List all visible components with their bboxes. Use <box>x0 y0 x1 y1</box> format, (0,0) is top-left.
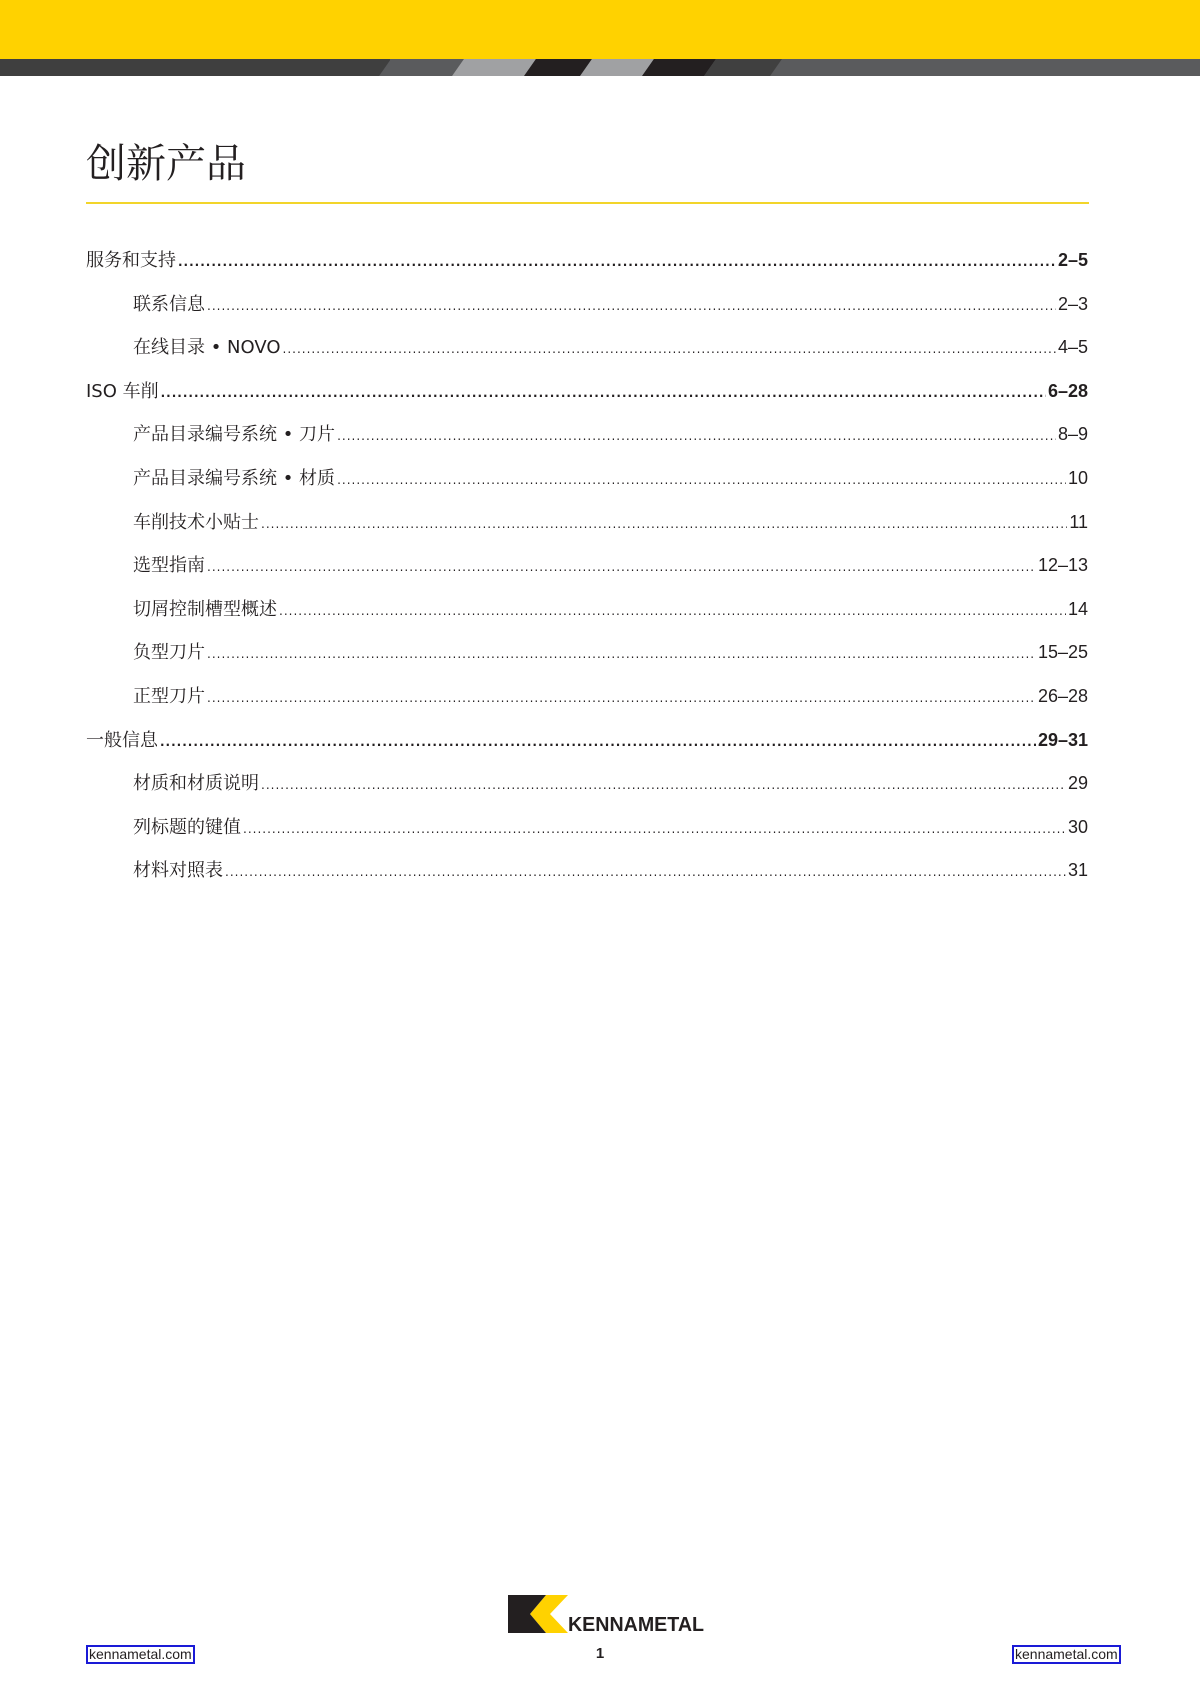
toc-entry-pages: 2–3 <box>1057 293 1088 314</box>
toc-entry-label: 正型刀片 <box>133 685 205 707</box>
toc-entry-pages: 31 <box>1067 860 1088 881</box>
toc-entry[interactable] <box>86 290 1088 334</box>
toc-entry[interactable] <box>86 595 1088 639</box>
toc-entry-label: 在线目录 • NOVO <box>133 337 281 359</box>
toc-entry-label: 列标题的键值 <box>133 816 241 838</box>
toc-entry-label: 负型刀片 <box>133 642 205 664</box>
page-title: 创新产品 <box>86 141 246 187</box>
kennametal-logo <box>508 1595 708 1633</box>
toc-entry-label: 一般信息 <box>86 729 158 751</box>
toc-entry[interactable] <box>86 377 1088 421</box>
toc-entry-label: 车削技术小贴士 <box>133 511 259 533</box>
toc-entry[interactable] <box>86 682 1088 726</box>
toc-leader-dots <box>207 640 1036 668</box>
toc-leader-dots <box>337 422 1056 450</box>
toc-entry-pages: 15–25 <box>1037 642 1088 663</box>
toc-entry-pages: 4–5 <box>1057 337 1088 358</box>
header-stripe-band <box>0 59 1200 76</box>
toc-entry-pages: 12–13 <box>1037 555 1088 576</box>
toc-leader-dots <box>207 292 1056 320</box>
toc-entry[interactable] <box>86 551 1088 595</box>
toc-entry-pages: 6–28 <box>1047 380 1088 401</box>
toc-entry-pages: 29–31 <box>1037 729 1088 750</box>
toc-entry-pages: 8–9 <box>1057 424 1088 445</box>
toc-leader-dots <box>261 510 1067 538</box>
toc-entry-pages: 29 <box>1067 773 1088 794</box>
toc-entry[interactable] <box>86 726 1088 770</box>
footer-link-left[interactable]: kennametal.com <box>86 1645 195 1664</box>
footer-link-right[interactable]: kennametal.com <box>1012 1645 1121 1664</box>
toc-entry-label: 材质和材质说明 <box>133 773 259 795</box>
toc-entry-label: 切屑控制槽型概述 <box>133 598 277 620</box>
toc-entry[interactable] <box>86 638 1088 682</box>
toc-entry[interactable] <box>86 856 1088 900</box>
title-divider <box>86 202 1089 204</box>
toc-entry[interactable] <box>86 420 1088 464</box>
toc-entry-pages: 26–28 <box>1037 685 1088 706</box>
toc-entry-label: 产品目录编号系统 • 刀片 <box>133 424 336 446</box>
toc-entry-pages: 11 <box>1069 511 1088 532</box>
toc-entry[interactable] <box>86 333 1088 377</box>
svg-text:KENNAMETAL: KENNAMETAL <box>568 1614 704 1633</box>
toc-leader-dots <box>279 597 1066 625</box>
toc-entry-pages: 2–5 <box>1057 250 1088 270</box>
toc-leader-dots <box>161 379 1046 407</box>
toc-leader-dots <box>283 335 1056 363</box>
page-number: 1 <box>595 1645 605 1662</box>
toc-entry[interactable] <box>86 246 1088 290</box>
toc-leader-dots <box>243 815 1066 843</box>
toc-entry[interactable] <box>86 769 1088 813</box>
toc-entry[interactable] <box>86 508 1088 552</box>
toc-leader-dots <box>337 466 1066 494</box>
toc-entry-label: 产品目录编号系统 • 材质 <box>133 467 336 489</box>
toc-entry[interactable] <box>86 464 1088 508</box>
toc-entry-pages: 10 <box>1067 467 1088 488</box>
toc-entry[interactable] <box>86 813 1088 857</box>
toc-entry-label: 服务和支持 <box>86 250 176 271</box>
toc-entry-label: 材料对照表 <box>133 860 223 882</box>
toc-leader-dots <box>178 248 1056 276</box>
toc-leader-dots <box>225 858 1066 886</box>
toc-entry-pages: 30 <box>1067 816 1088 837</box>
toc-entry-pages: 14 <box>1067 598 1088 619</box>
toc-entry-label: 选型指南 <box>133 555 205 577</box>
toc-leader-dots <box>207 553 1036 581</box>
table-of-contents <box>86 246 1088 900</box>
toc-leader-dots <box>160 728 1036 756</box>
toc-leader-dots <box>207 684 1036 712</box>
header-yellow-band <box>0 0 1200 59</box>
toc-leader-dots <box>261 771 1066 799</box>
toc-entry-label: ISO 车削 <box>86 380 159 402</box>
toc-entry-label: 联系信息 <box>133 293 205 315</box>
